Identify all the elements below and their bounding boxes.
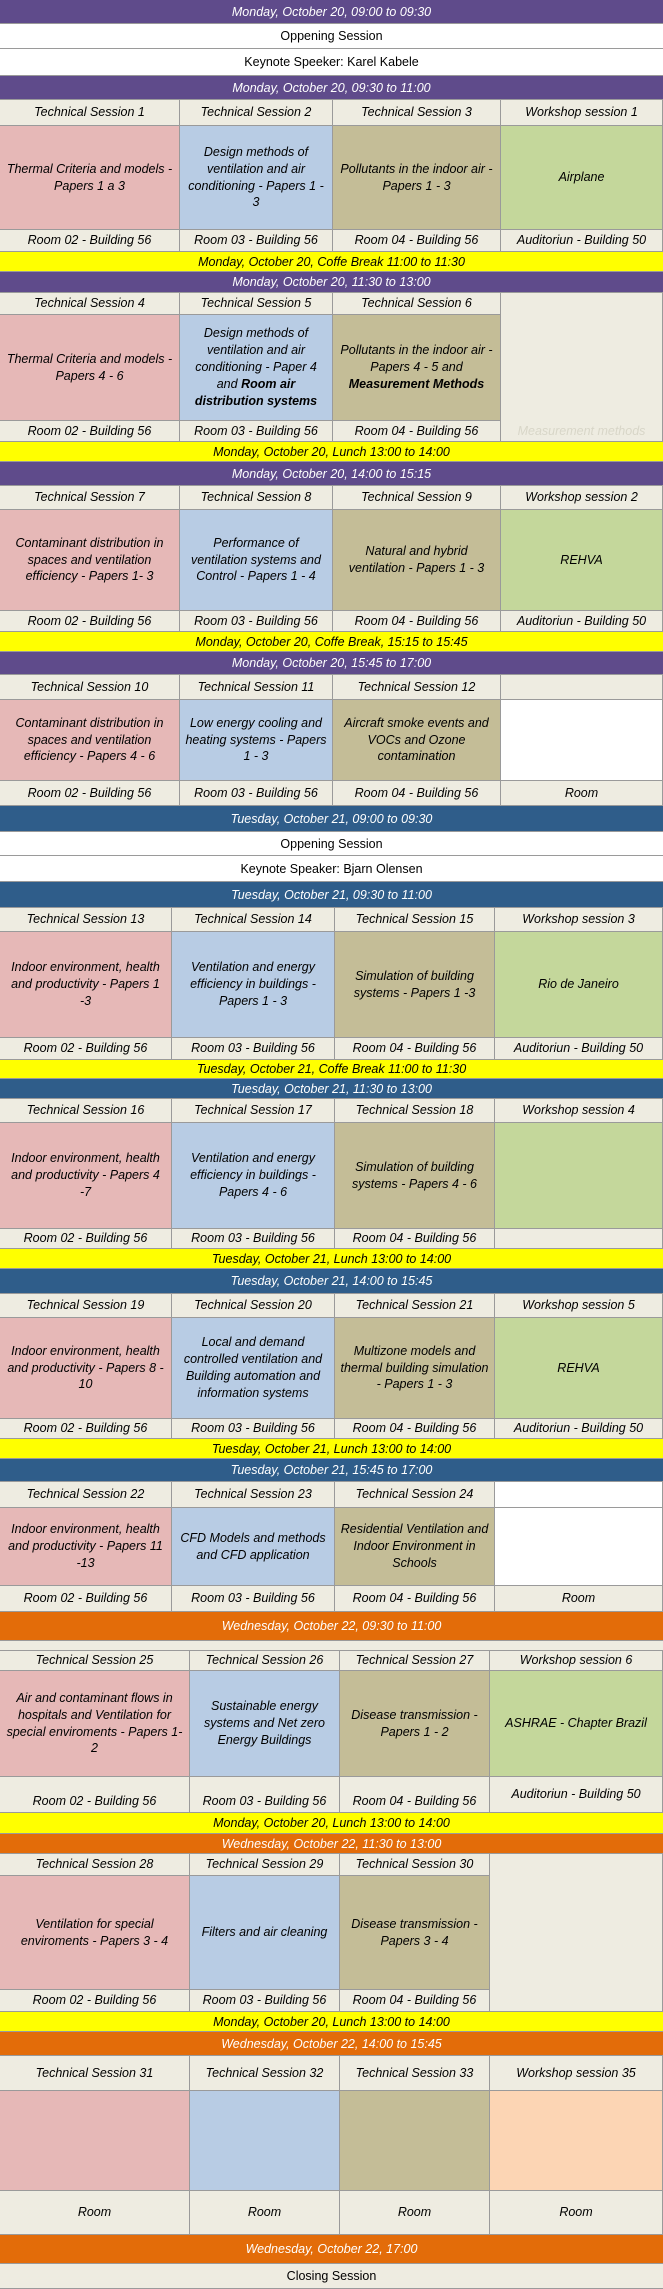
session-topic: Indoor environment, health and productivity - Papers 4 -7 (0, 1123, 172, 1229)
workshop-topic: REHVA (501, 510, 663, 611)
session-room: Room 03 - Building 56 (190, 1990, 340, 2012)
workshop-header: Workshop session 1 (501, 100, 663, 126)
session-topic: Aircraft smoke events and VOCs and Ozone contamination (333, 700, 501, 781)
session-header: Technical Session 3 (333, 100, 501, 126)
session-header: Technical Session 7 (0, 486, 180, 510)
wednesday-lunch-monday-label: Monday, October 20, Lunch 13:00 to 14:00 (0, 1813, 663, 1834)
tuesday-1545-band: Tuesday, October 21, 15:45 to 17:00 (0, 1459, 663, 1482)
session-header: Technical Session 24 (335, 1482, 495, 1508)
workshop-topic: Airplane (501, 126, 663, 230)
session-header: Technical Session 30 (340, 1854, 490, 1876)
session-room: Room 04 - Building 56 (333, 781, 501, 806)
empty-slot (495, 1508, 663, 1586)
topic-text-bold: Measurement Methods (348, 376, 485, 391)
session-header: Technical Session 13 (0, 908, 172, 932)
workshop-topic: Rio de Janeiro (495, 932, 663, 1038)
session-room: Room 03 - Building 56 (172, 1586, 335, 1612)
session-room: Room 04 - Building 56 (335, 1229, 495, 1249)
workshop-header: Workshop session 6 (490, 1651, 663, 1671)
empty-slot (490, 1854, 663, 2012)
wednesday-1400-band: Wednesday, October 22, 14:00 to 15:45 (0, 2032, 663, 2056)
empty-slot (501, 675, 663, 700)
session-header: Technical Session 32 (190, 2056, 340, 2091)
session-topic: Simulation of building systems - Papers 1 -3 (335, 932, 495, 1038)
workshop-header: Workshop session 4 (495, 1099, 663, 1123)
workshop-topic: REHVA (495, 1318, 663, 1419)
session-topic: Filters and air cleaning (190, 1876, 340, 1990)
session-header: Technical Session 16 (0, 1099, 172, 1123)
session-room: Room (495, 1586, 663, 1612)
tuesday-1130-band: Tuesday, October 21, 11:30 to 13:00 (0, 1079, 663, 1099)
session-header: Technical Session 12 (333, 675, 501, 700)
session-topic: Contaminant distribution in spaces and ventilation efficiency - Papers 4 - 6 (0, 700, 180, 781)
session-header: Technical Session 19 (0, 1294, 172, 1318)
session-header: Technical Session 23 (172, 1482, 335, 1508)
session-topic: Simulation of building systems - Papers 4 - 6 (335, 1123, 495, 1229)
session-room: Auditoriun - Building 50 (495, 1038, 663, 1060)
session-header: Technical Session 2 (180, 100, 333, 126)
session-topic: Indoor environment, health and productivity - Papers 8 - 10 (0, 1318, 172, 1419)
workshop-header: Workshop session 3 (495, 908, 663, 932)
session-header: Technical Session 28 (0, 1854, 190, 1876)
session-header: Technical Session 9 (333, 486, 501, 510)
session-header: Technical Session 29 (190, 1854, 340, 1876)
session-room: Room 03 - Building 56 (180, 781, 333, 806)
session-topic: Natural and hybrid ventilation - Papers 1 - 3 (333, 510, 501, 611)
closing-session: Closing Session (0, 2264, 663, 2289)
session-room: Room (340, 2191, 490, 2235)
session-room: Room 04 - Building 56 (335, 1586, 495, 1612)
workshop-header: Workshop session 5 (495, 1294, 663, 1318)
session-header: Technical Session 8 (180, 486, 333, 510)
session-topic: Indoor environment, health and productivity - Papers 1 -3 (0, 932, 172, 1038)
monday-lunch: Monday, October 20, Lunch 13:00 to 14:00 (0, 442, 663, 462)
session-room: Room (0, 2191, 190, 2235)
workshop-header: Workshop session 35 (490, 2056, 663, 2091)
session-room: Auditoriun - Building 50 (495, 1419, 663, 1439)
session-room: Room 04 - Building 56 (340, 1777, 490, 1813)
tuesday-lunch: Tuesday, October 21, Lunch 13:00 to 14:00 (0, 1249, 663, 1269)
session-header: Technical Session 21 (335, 1294, 495, 1318)
session-room: Room 04 - Building 56 (333, 611, 501, 632)
tuesday-lunch-2: Tuesday, October 21, Lunch 13:00 to 14:00 (0, 1439, 663, 1459)
session-topic: Contaminant distribution in spaces and ventilation efficiency - Papers 1- 3 (0, 510, 180, 611)
monday-1400-band: Monday, October 20, 14:00 to 15:15 (0, 462, 663, 486)
session-header: Technical Session 31 (0, 2056, 190, 2091)
session-topic: Low energy cooling and heating systems - Papers 1 - 3 (180, 700, 333, 781)
session-topic: Ventilation and energy efficiency in buildings - Papers 1 - 3 (172, 932, 335, 1038)
session-room: Room 04 - Building 56 (333, 230, 501, 252)
session-header: Technical Session 1 (0, 100, 180, 126)
topic-text-bold: Room air distribution systems (194, 376, 318, 408)
session-room: Room 04 - Building 56 (333, 421, 501, 442)
session-room: Room 02 - Building 56 (0, 1419, 172, 1439)
session-topic: Local and demand controlled ventilation and Building automation and information systems (172, 1318, 335, 1419)
session-room: Room 03 - Building 56 (180, 421, 333, 442)
session-room: Auditoriun - Building 50 (490, 1777, 663, 1813)
session-room: Auditoriun - Building 50 (501, 230, 663, 252)
session-room: Room 04 - Building 56 (340, 1990, 490, 2012)
monday-coffee-break: Monday, October 20, Coffe Break 11:00 to 11:30 (0, 252, 663, 272)
spacer (0, 1641, 663, 1651)
session-header: Technical Session 11 (180, 675, 333, 700)
session-header: Technical Session 15 (335, 908, 495, 932)
session-topic: Multizone models and thermal building simulation - Papers 1 - 3 (335, 1318, 495, 1419)
session-header: Technical Session 25 (0, 1651, 190, 1671)
session-room: Room 02 - Building 56 (0, 611, 180, 632)
topic-text: Pollutants in the indoor air - Papers 4 - 5 and (340, 343, 493, 375)
session-header: Technical Session 14 (172, 908, 335, 932)
monday-opening-session: Oppening Session (0, 24, 663, 49)
session-topic: Sustainable energy systems and Net zero Energy Buildings (190, 1671, 340, 1777)
topic-text: Design methods of ventilation and air conditioning - Paper 4 and (195, 326, 317, 391)
session-room: Room 02 - Building 56 (0, 1777, 190, 1813)
session-room: Room 04 - Building 56 (335, 1419, 495, 1439)
session-room: Room 03 - Building 56 (172, 1419, 335, 1439)
session-topic (333, 315, 501, 421)
monday-0900-band: Monday, October 20, 09:00 to 09:30 (0, 0, 663, 24)
session-header: Technical Session 22 (0, 1482, 172, 1508)
workshop-header: Workshop session 2 (501, 486, 663, 510)
session-topic (180, 315, 333, 421)
monday-keynote: Keynote Speeker: Karel Kabele (0, 49, 663, 76)
session-topic (0, 2091, 190, 2191)
session-topic (340, 2091, 490, 2191)
session-room: Room 02 - Building 56 (0, 1038, 172, 1060)
session-topic: Disease transmission - Papers 3 - 4 (340, 1876, 490, 1990)
session-room: Room 02 - Building 56 (0, 230, 180, 252)
session-topic: Indoor environment, health and productivity - Papers 11 -13 (0, 1508, 172, 1586)
tuesday-keynote: Keynote Speaker: Bjarn Olensen (0, 856, 663, 882)
session-room: Room 02 - Building 56 (0, 1990, 190, 2012)
session-topic (190, 2091, 340, 2191)
wednesday-1700-band: Wednesday, October 22, 17:00 (0, 2235, 663, 2264)
workshop-topic (495, 1123, 663, 1229)
tuesday-0930-band: Tuesday, October 21, 09:30 to 11:00 (0, 882, 663, 908)
session-topic: Thermal Criteria and models - Papers 4 - 6 (0, 315, 180, 421)
session-topic: Ventilation for special enviroments - Papers 3 - 4 (0, 1876, 190, 1990)
monday-1545-band: Monday, October 20, 15:45 to 17:00 (0, 652, 663, 675)
session-header: Technical Session 5 (180, 293, 333, 315)
empty-slot (501, 700, 663, 781)
monday-1130-band: Monday, October 20, 11:30 to 13:00 (0, 272, 663, 293)
session-room: Room 02 - Building 56 (0, 1586, 172, 1612)
session-topic: Thermal Criteria and models - Papers 1 a 3 (0, 126, 180, 230)
session-header: Technical Session 18 (335, 1099, 495, 1123)
session-room: Room 03 - Building 56 (180, 230, 333, 252)
session-header: Technical Session 20 (172, 1294, 335, 1318)
wednesday-lunch-monday-label-2: Monday, October 20, Lunch 13:00 to 14:00 (0, 2012, 663, 2032)
session-room: Room 03 - Building 56 (190, 1777, 340, 1813)
session-topic: Residential Ventilation and Indoor Environment in Schools (335, 1508, 495, 1586)
session-topic: Performance of ventilation systems and Control - Papers 1 - 4 (180, 510, 333, 611)
session-header: Technical Session 17 (172, 1099, 335, 1123)
session-room: Room 03 - Building 56 (180, 611, 333, 632)
session-room: Room 02 - Building 56 (0, 421, 180, 442)
wednesday-0930-band: Wednesday, October 22, 09:30 to 11:00 (0, 1612, 663, 1641)
session-room: Room 03 - Building 56 (172, 1229, 335, 1249)
workshop-topic: ASHRAE - Chapter Brazil (490, 1671, 663, 1777)
session-topic: Pollutants in the indoor air - Papers 1 - 3 (333, 126, 501, 230)
session-topic: Ventilation and energy efficiency in buildings - Papers 4 - 6 (172, 1123, 335, 1229)
workshop-topic (490, 2091, 663, 2191)
session-room: Auditoriun - Building 50 (501, 611, 663, 632)
session-room (495, 1229, 663, 1249)
tuesday-0900-band: Tuesday, October 21, 09:00 to 09:30 (0, 806, 663, 832)
session-room: Room 03 - Building 56 (172, 1038, 335, 1060)
session-topic: Design methods of ventilation and air conditioning - Papers 1 - 3 (180, 126, 333, 230)
session-topic: Disease transmission - Papers 1 - 2 (340, 1671, 490, 1777)
tuesday-opening-session: Oppening Session (0, 832, 663, 856)
session-header: Technical Session 33 (340, 2056, 490, 2091)
session-room: Room (490, 2191, 663, 2235)
monday-0930-band: Monday, October 20, 09:30 to 11:00 (0, 76, 663, 100)
session-room: Room 04 - Building 56 (335, 1038, 495, 1060)
empty-slot (495, 1482, 663, 1508)
session-room: Room (190, 2191, 340, 2235)
empty-slot (501, 293, 663, 442)
session-topic: CFD Models and methods and CFD application (172, 1508, 335, 1586)
session-header: Technical Session 27 (340, 1651, 490, 1671)
session-topic: Air and contaminant flows in hospitals and Ventilation for special enviroments - Papers 1- 2 (0, 1671, 190, 1777)
session-room: Room 02 - Building 56 (0, 1229, 172, 1249)
session-room: Room 02 - Building 56 (0, 781, 180, 806)
tuesday-coffee-break: Tuesday, October 21, Coffe Break 11:00 to 11:30 (0, 1060, 663, 1079)
session-header: Technical Session 4 (0, 293, 180, 315)
session-header: Technical Session 26 (190, 1651, 340, 1671)
session-header: Technical Session 6 (333, 293, 501, 315)
tuesday-1400-band: Tuesday, October 21, 14:00 to 15:45 (0, 1269, 663, 1294)
session-room: Room (501, 781, 663, 806)
wednesday-1130-band: Wednesday, October 22, 11:30 to 13:00 (0, 1834, 663, 1854)
session-header: Technical Session 10 (0, 675, 180, 700)
monday-coffee-break-2: Monday, October 20, Coffe Break, 15:15 to 15:45 (0, 632, 663, 652)
faint-label: Measurement methods (501, 421, 663, 442)
